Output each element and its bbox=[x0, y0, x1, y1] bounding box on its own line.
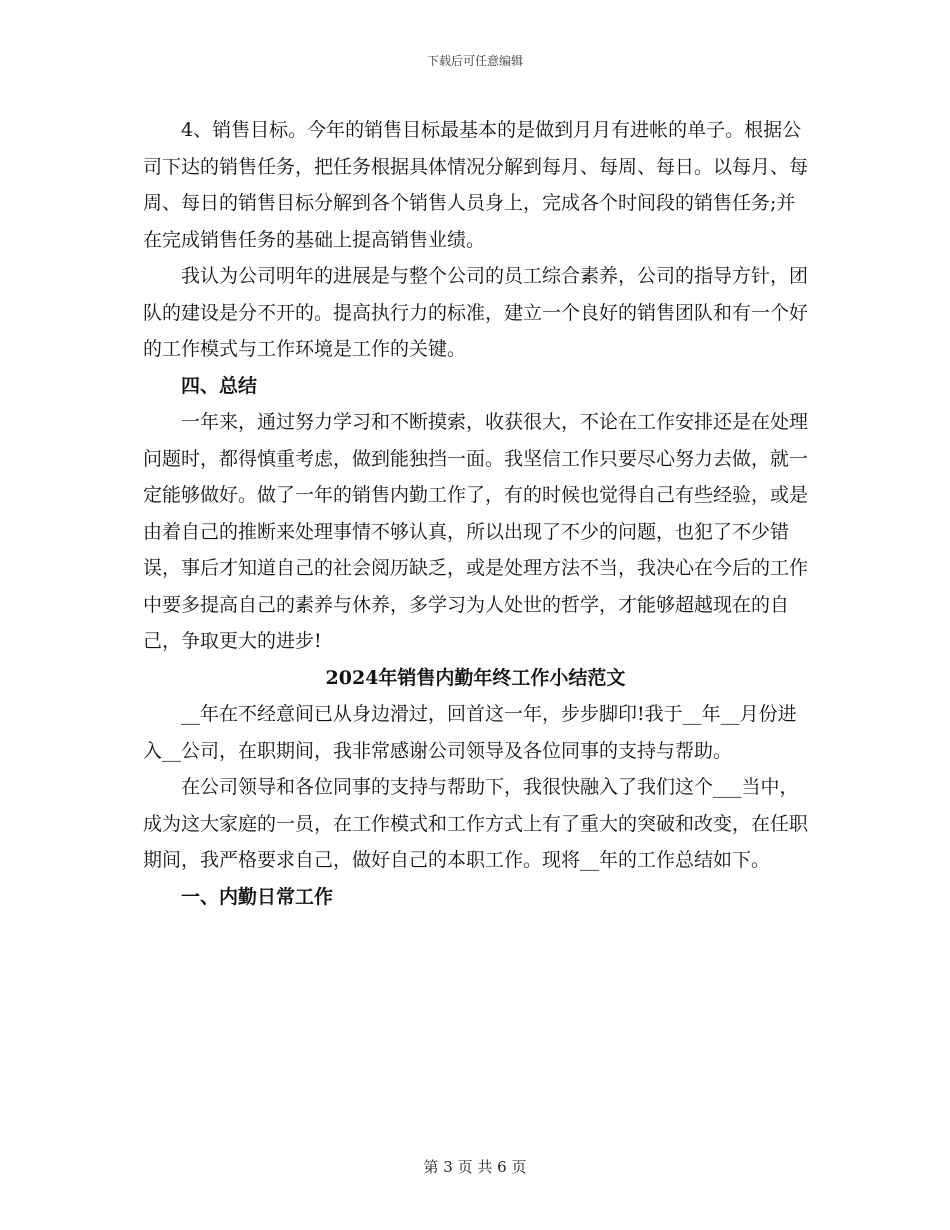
paragraph-year-review: 一年来，通过努力学习和不断摸索，收获很大，不论在工作安排还是在处理问题时，都得慎重考虑，做到能独挡一面。我坚信工作只要尽心努力去做，就一定能够做好。做了一年的销售内勤工作了，有的时候也觉得自己有些经验，或是由着自己的推断来处理事情不够认真，所以出现了不少的问题，也犯了不少错误，事后才知道自己的社会阅历缺乏，或是处理方法不当，我决心在今后的工作中要多提高自己的素养与休养，多学习为人处世的哲学，才能够超越现在的自己，争取更大的进步! bbox=[143, 411, 809, 652]
paragraph-intro: __年在不经意间已从身边滑过，回首这一年，步步脚印!我于__年__月份进入__公司，在职期间，我非常感谢公司领导及各位同事的支持与帮助。 bbox=[143, 703, 797, 762]
document-body bbox=[143, 112, 808, 915]
paragraph-company-outlook: 我认为公司明年的进展是与整个公司的员工综合素养，公司的指导方针，团队的建设是分不开的。提高执行力的标准，建立一个良好的销售团队和有一个好的工作模式与工作环境是工作的关键。 bbox=[143, 265, 809, 360]
paragraph-sales-target: 4、销售目标。今年的销售目标最基本的是做到月月有进帐的单子。根据公司下达的销售任务，把任务根据具体情况分解到每月、每周、每日。以每月、每周、每日的销售目标分解到各个销售人员身上，完成各个时间段的销售任务;并在完成销售任务的基础上提高销售业绩。 bbox=[143, 119, 809, 251]
page-header-note: 下载后可任意编辑 bbox=[426, 54, 523, 68]
page-number: 第 3 页 共 6 页 bbox=[423, 1158, 527, 1176]
heading-daily-work: 一、内勤日常工作 bbox=[181, 885, 334, 908]
article-title: 2024年销售内勤年终工作小结范文 bbox=[325, 666, 626, 689]
heading-summary: 四、总结 bbox=[181, 374, 258, 397]
paragraph-integration: 在公司领导和各位同事的支持与帮助下，我很快融入了我们这个___当中，成为这大家庭的一员，在工作模式和工作方式上有了重大的突破和改变，在任职期间，我严格要求自己，做好自己的本职工作。现将__年的工作总结如下。 bbox=[143, 776, 809, 871]
